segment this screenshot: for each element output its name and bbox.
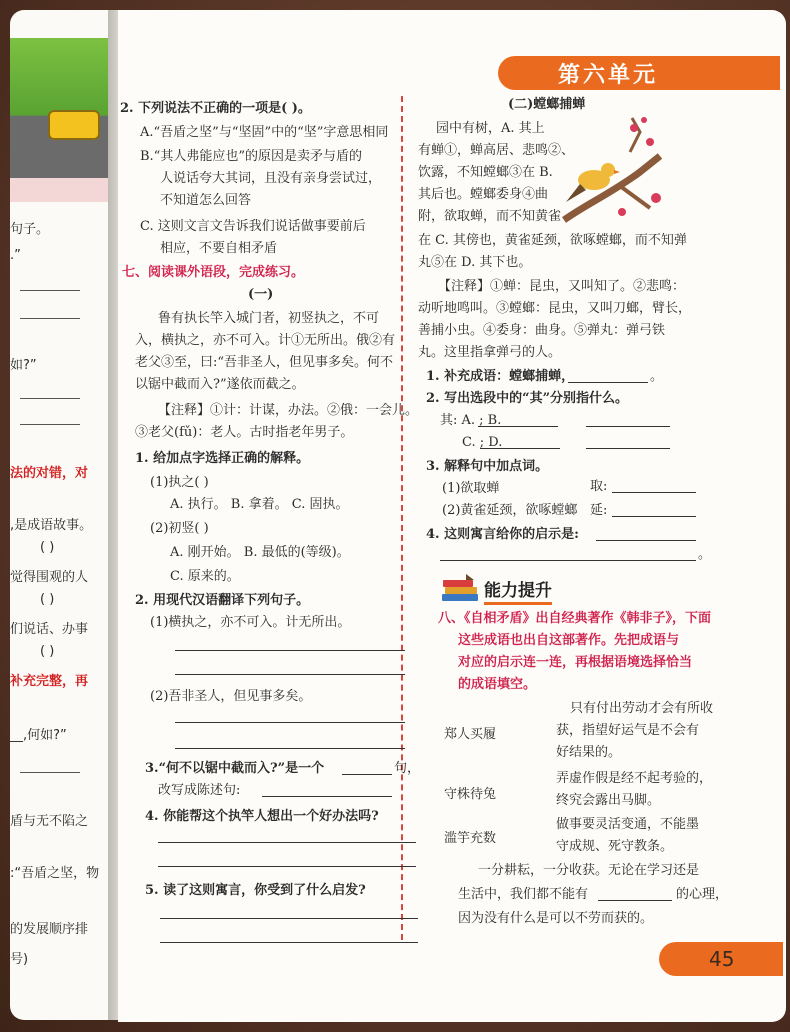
left-page-line: :“吾盾之坚，物 [10,866,100,881]
notes-2-cont: 丸。这里指拿弹弓的人。 [418,345,562,360]
answer-blank[interactable] [612,492,696,493]
section-8-heading-cont: 这些成语也出自这部著作。先把成语与 [458,633,680,648]
notes-1: 【注释】①计：计谋，办法。②俄：一会儿。 [158,403,419,418]
idiom-item[interactable]: 滥竽充数 [444,831,497,846]
answer-line[interactable] [158,842,416,843]
answer-blank[interactable] [480,448,560,449]
passage-1-line: 入，横执之，亦不可入。计①无所出。俄②有 [135,333,396,348]
idiom-item[interactable]: 郑人买履 [444,727,497,742]
question-5: 5. 读了这则寓言，你受到了什么启发? [145,883,366,898]
answer-blank[interactable] [568,382,648,383]
subquestion-2b-2: (2)吾非圣人，但见事多矣。 [150,689,312,704]
option-b-cont: 人说话夸大其词，且没有亲身尝试过， [160,171,382,186]
section-8-heading: 八、《自相矛盾》出自经典著作《韩非子》，下面 [438,611,712,626]
page-number: 45 [659,942,783,976]
option-a: A.“吾盾之坚”与“坚固”中的“坚”字意思相同 [140,125,389,140]
notes-1-cont: ③老父(fǔ)：老人。古时指老年男子。 [135,425,354,440]
left-page-line: ( ) [40,540,55,555]
answer-blank[interactable] [478,426,558,427]
subquestion-1-2: (2)初竖( ) [150,521,209,536]
bus-illustration [48,110,100,140]
left-page-line: 觉得围观的人 [10,570,89,585]
r-question-4: 4. 这则寓言给你的启示是: [426,527,579,542]
answer-line[interactable] [440,560,696,561]
passage-1-line: 老父③至，曰:“吾非圣人，但见事多矣。何不 [135,355,394,370]
answer-line [20,772,80,773]
r-question-2: 2. 写出选段中的“其”分别指什么。 [426,391,629,406]
passage-1-line: 以锯中截而入?”遂依而截之。 [135,377,305,392]
lesson-item-line: 终究会露出马脚。 [556,793,661,808]
subquestion-1-2-option-c: C. 原来的。 [170,569,240,584]
notes-2: 【注释】①蝉：昆虫，又叫知了。②悲鸣： [438,279,686,294]
passage-2-line: 有蝉①，蝉高居、悲鸣②、 [418,143,575,158]
answer-line[interactable] [160,918,418,919]
left-page-line: __,何如?” [10,728,67,743]
answer-line[interactable] [175,748,405,749]
left-page-line: 补充完整，再 [10,674,89,689]
question-4: 4. 你能帮这个执竿人想出一个好办法吗? [145,809,379,824]
r-question-4-end: 。 [698,547,712,562]
question-3: 3.“何不以锯中截而入?”是一个 [145,761,325,776]
left-page-line: 如?” [10,358,37,373]
passage-2-line: 饮露，不知螳螂③在 B. [418,165,553,180]
section-8-heading-cont: 的成语填空。 [458,677,537,692]
r-question-3-2-word: 延: [590,503,608,518]
answer-line [20,318,80,319]
column-divider [401,96,403,940]
subquestion-1-1: (1)执之( ) [150,475,209,490]
passage-2-line: 园中有树，A. 其上 [436,121,545,136]
left-page-line: 的发展顺序排 [10,922,89,937]
left-page-line: 们说话、办事 [10,622,89,637]
answer-line[interactable] [175,674,405,675]
lesson-item-line[interactable]: 做事要灵活变通，不能墨 [556,817,700,832]
r-question-3-2: (2)黄雀延颈，欲啄螳螂 [442,503,578,518]
subquestion-2b-1: (1)横执之，亦不可入。计无所出。 [150,615,351,630]
pink-band [10,178,120,202]
question-2: 2. 下列说法不正确的一项是( )。 [120,101,311,116]
left-page-line: 盾与无不陷之 [10,814,89,829]
left-page-line: ,是成语故事。 [10,518,93,533]
subquestion-1-2-options: A. 刚开始。 B. 最低的(等级)。 [170,545,350,560]
section-8-heading-cont: 对应的启示连一连，再根据语境选择恰当 [458,655,693,670]
option-b-cont: 不知道怎么回答 [160,193,252,208]
passage-2-line: 附，欲取蝉，而不知黄雀 [418,209,562,224]
answer-line[interactable] [158,866,416,867]
illustration-road [10,38,120,178]
lesson-item-line[interactable]: 弄虚作假是经不起考验的， [556,771,713,786]
lesson-item-line: 获，指望好运气是不会有 [556,723,700,738]
answer-blank[interactable] [598,900,672,901]
r-question-1: 1. 补充成语：螳螂捕蝉， [426,369,575,384]
unit-banner: 第六单元 [498,56,780,90]
fill-sentence: 一分耕耘，一分收获。无论在学习还是 [478,863,700,878]
option-b: B.“其人弗能应也”的原因是卖矛与盾的 [140,149,362,164]
fill-sentence: 因为没有什么是可以不劳而获的。 [458,911,654,926]
left-page-line: 法的对错，对 [10,466,89,481]
answer-line[interactable] [160,942,418,943]
left-page-line: ( ) [40,592,55,607]
passage-1-line: 鲁有执长竿入城门者，初竖执之，不可 [158,311,380,326]
ability-section-title: 能力提升 [484,576,552,605]
bird-on-branch-illustration [560,112,668,232]
notes-2-cont: 善捕小虫。④委身：曲身。⑤弹丸：弹弓铁 [418,323,666,338]
question-2b: 2. 用现代汉语翻译下列句子。 [135,593,310,608]
answer-line [20,290,80,291]
lesson-item-line[interactable]: 只有付出劳动才会有所收 [570,701,714,716]
left-page-line: 句子。 [10,222,50,237]
question-1: 1. 给加点字选择正确的解释。 [135,451,310,466]
answer-line[interactable] [175,722,405,723]
lesson-item-line: 好结果的。 [556,745,622,760]
answer-line [20,424,80,425]
question-3-end: 句， [394,761,421,776]
section-7-heading: 七、阅读课外语段，完成练习。 [122,265,305,280]
passage-2-line: 在 C. 其傍也，黄雀延颈，欲啄螳螂，而不知弹 [418,233,687,248]
r-question-3-1: (1)欲取蝉 [442,481,500,496]
passage-2-line: 其后也。螳螂委身④曲 [418,187,549,202]
answer-line[interactable] [175,650,405,651]
r-question-3-1-word: 取: [590,479,608,494]
answer-blank[interactable] [612,516,696,517]
question-3-cont: 改写成陈述句: [158,783,241,798]
answer-blank[interactable] [262,796,392,797]
left-page-line: 号) [10,952,29,967]
passage-2-title: (二)螳螂捕蝉 [508,97,586,112]
left-page-line: .” [10,248,21,263]
lesson-item-line: 守成规、死守教条。 [556,839,674,854]
answer-blank[interactable] [586,448,670,449]
fill-sentence: 的心理， [676,887,729,902]
answer-line [20,398,80,399]
answer-blank[interactable] [586,426,670,427]
answer-blank[interactable] [342,774,392,775]
subquestion-1-1-options: A. 执行。 B. 拿着。 C. 固执。 [170,497,349,512]
idiom-item[interactable]: 守株待兔 [444,787,497,802]
r-question-2-cd: C. ; D. [462,435,503,450]
option-c: C. 这则文言文告诉我们说话做事要前后 [140,219,366,234]
passage-2-line: 丸⑤在 D. 其下也。 [418,255,532,270]
r-question-3: 3. 解释句中加点词。 [426,459,549,474]
fill-sentence: 生活中，我们都不能有 [458,887,589,902]
passage-1-title: (一) [248,287,274,302]
previous-page [10,10,120,1020]
notes-2-cont: 动听地鸣叫。③螳螂：昆虫，又叫刀螂，臂长， [418,301,692,316]
r-question-1-end: 。 [650,369,664,384]
books-icon [440,572,480,604]
left-page-line: ( ) [40,644,55,659]
option-c-cont: 相应，不要自相矛盾 [160,241,278,256]
r-question-2-ab: 其: A. ; B. [440,413,502,428]
answer-blank[interactable] [596,540,696,541]
